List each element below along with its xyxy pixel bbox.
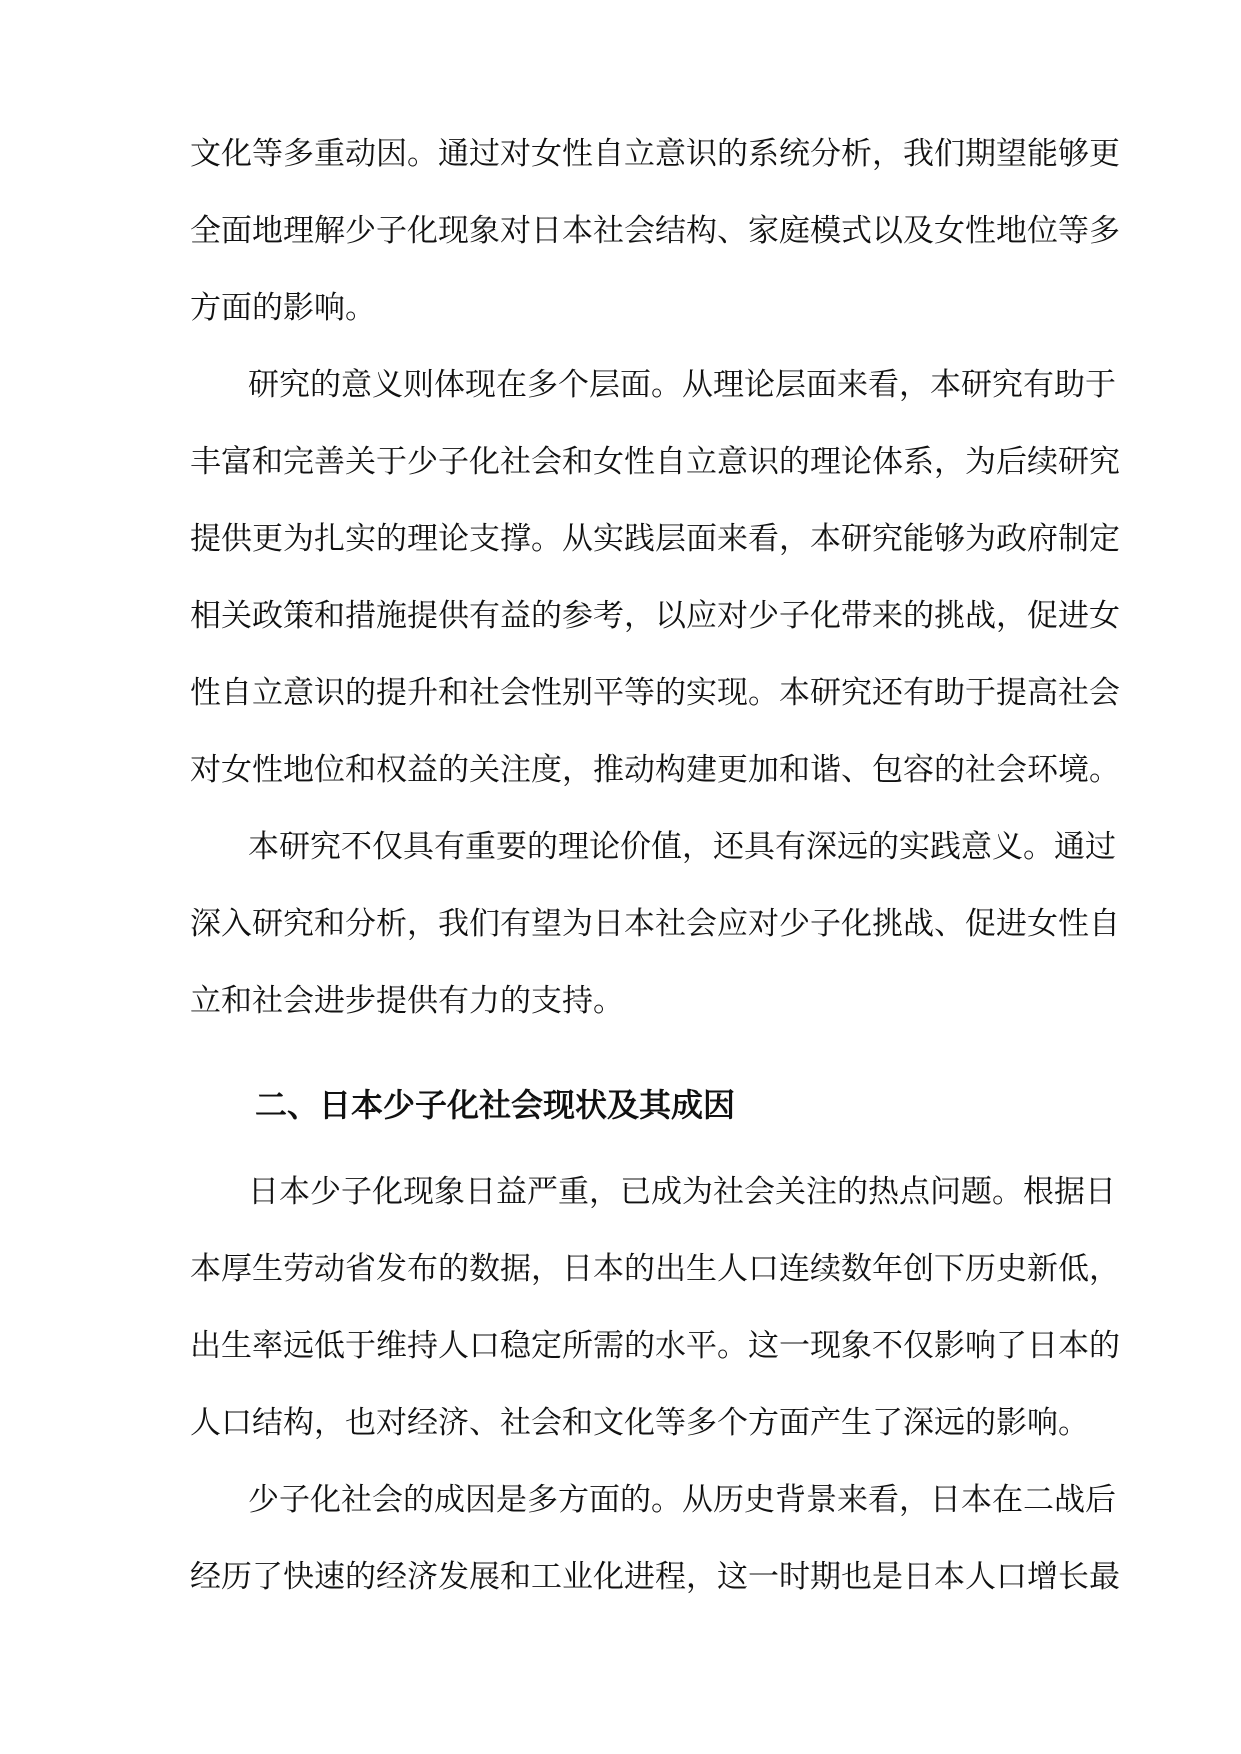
text-line: 本研究不仅具有重要的理论价值，还具有深远的实践意义。通过 [248, 829, 1116, 865]
text-line: 立和社会进步提供有力的支持。 [190, 983, 624, 1019]
text-line: 日本少子化现象日益严重，已成为社会关注的热点问题。根据日 [248, 1174, 1116, 1210]
text-line: 经历了快速的经济发展和工业化进程，这一时期也是日本人口增长最 [190, 1559, 1120, 1595]
text-line: 本厚生劳动省发布的数据，日本的出生人口连续数年创下历史新低， [190, 1251, 1120, 1287]
text-line: 研究的意义则体现在多个层面。从理论层面来看，本研究有助于 [248, 367, 1116, 403]
text-line: 全面地理解少子化现象对日本社会结构、家庭模式以及女性地位等多 [190, 213, 1120, 249]
section-heading: 二、日本少子化社会现状及其成因 [255, 1086, 736, 1124]
text-line: 少子化社会的成因是多方面的。从历史背景来看，日本在二战后 [248, 1482, 1116, 1518]
text-line: 对女性地位和权益的关注度，推动构建更加和谐、包容的社会环境。 [190, 752, 1120, 788]
text-line: 性自立意识的提升和社会性别平等的实现。本研究还有助于提高社会 [190, 675, 1120, 711]
text-line: 深入研究和分析，我们有望为日本社会应对少子化挑战、促进女性自 [190, 906, 1120, 942]
text-line: 出生率远低于维持人口稳定所需的水平。这一现象不仅影响了日本的 [190, 1328, 1120, 1364]
text-line: 提供更为扎实的理论支撑。从实践层面来看，本研究能够为政府制定 [190, 521, 1120, 557]
text-line: 文化等多重动因。通过对女性自立意识的系统分析，我们期望能够更 [190, 136, 1120, 172]
text-line: 人口结构，也对经济、社会和文化等多个方面产生了深远的影响。 [190, 1405, 1089, 1441]
text-line: 方面的影响。 [190, 290, 376, 326]
text-line: 相关政策和措施提供有益的参考，以应对少子化带来的挑战，促进女 [190, 598, 1120, 634]
text-line: 丰富和完善关于少子化社会和女性自立意识的理论体系，为后续研究 [190, 444, 1120, 480]
